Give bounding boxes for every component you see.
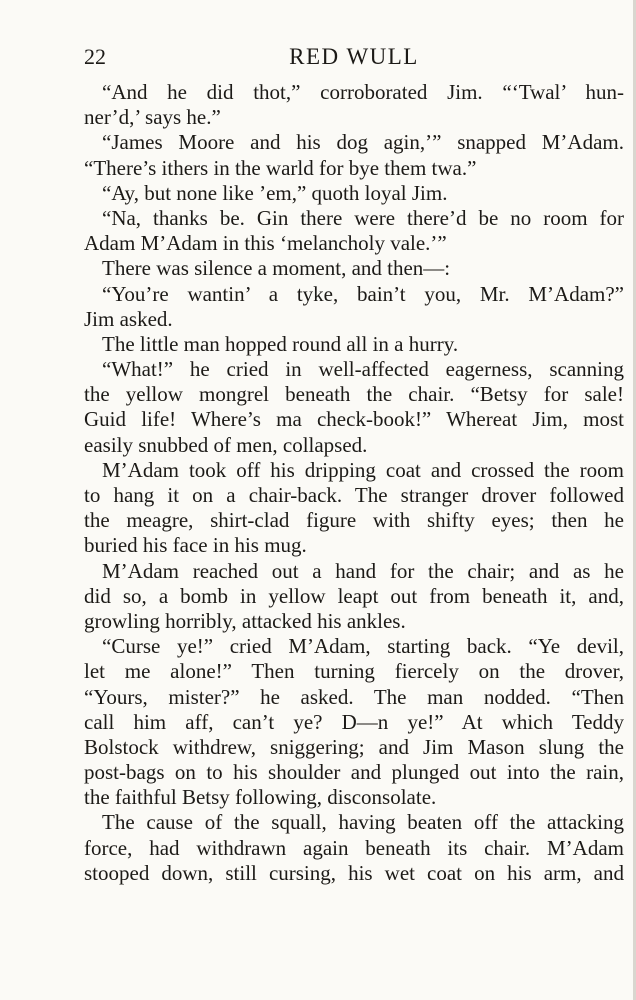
text-line: “There’s ithers in the warld for bye them twa.” xyxy=(84,155,477,180)
body-text xyxy=(84,80,624,886)
text-line: “James Moore and his dog agin,’” snapped M’Adam. xyxy=(102,130,624,155)
page-header xyxy=(84,44,624,74)
text-line: the yellow mongrel beneath the chair. “Betsy for sale! xyxy=(84,382,624,407)
text-line: “Curse ye!” cried M’Adam, starting back. “Ye devil, xyxy=(102,634,624,659)
text-line: “Na, thanks be. Gin there were there’d be no room for xyxy=(102,205,624,230)
text-line: force, had withdrawn again beneath its chair. M’Adam xyxy=(84,835,624,860)
page-number: 22 xyxy=(84,44,106,69)
text-line: Jim asked. xyxy=(84,306,173,331)
text-line: Bolstock withdrew, sniggering; and Jim Mason slung the xyxy=(84,734,624,759)
text-line: easily snubbed of men, collapsed. xyxy=(84,432,368,457)
text-line: ner’d,’ says he.” xyxy=(84,105,221,130)
text-line: “What!” he cried in well-affected eagerness, scanning xyxy=(102,357,624,382)
text-line: let me alone!” Then turning fiercely on the drover, xyxy=(84,659,624,684)
text-line: “Yours, mister?” he asked. The man nodded. “Then xyxy=(84,684,624,709)
text-line: growling horribly, attacked his ankles. xyxy=(84,608,406,633)
text-line: the meagre, shirt-clad figure with shifty eyes; then he xyxy=(84,508,624,533)
text-line: call him aff, can’t ye? D—n ye!” At which Teddy xyxy=(84,709,624,734)
text-line: M’Adam reached out a hand for the chair; and as he xyxy=(102,558,624,583)
text-line: “Ay, but none like ’em,” quoth loyal Jim. xyxy=(102,180,448,205)
text-line: The cause of the squall, having beaten off the attacking xyxy=(102,810,624,835)
running-head: RED WULL xyxy=(289,44,419,69)
text-line: did so, a bomb in yellow leapt out from beneath it, and, xyxy=(84,583,624,608)
text-line: M’Adam took off his dripping coat and crossed the room xyxy=(102,457,624,482)
text-line: buried his face in his mug. xyxy=(84,533,307,558)
text-line: stooped down, still cursing, his wet coat on his arm, and xyxy=(84,860,624,885)
text-line: Guid life! Where’s ma check-book!” Whereat Jim, most xyxy=(84,407,624,432)
text-line: “And he did thot,” corroborated Jim. “‘Twal’ hun- xyxy=(102,80,624,104)
text-line: the faithful Betsy following, disconsolate. xyxy=(84,785,437,810)
text-line: The little man hopped round all in a hurry. xyxy=(102,331,459,356)
text-line: post-bags on to his shoulder and plunged out into the rain, xyxy=(84,760,624,785)
text-line: “You’re wantin’ a tyke, bain’t you, Mr. M’Adam?” xyxy=(102,281,624,306)
text-line: to hang it on a chair-back. The stranger drover followed xyxy=(84,483,624,507)
text-line: Adam M’Adam in this ‘melancholy vale.’” xyxy=(84,231,447,256)
text-line: There was silence a moment, and then—: xyxy=(102,256,451,281)
